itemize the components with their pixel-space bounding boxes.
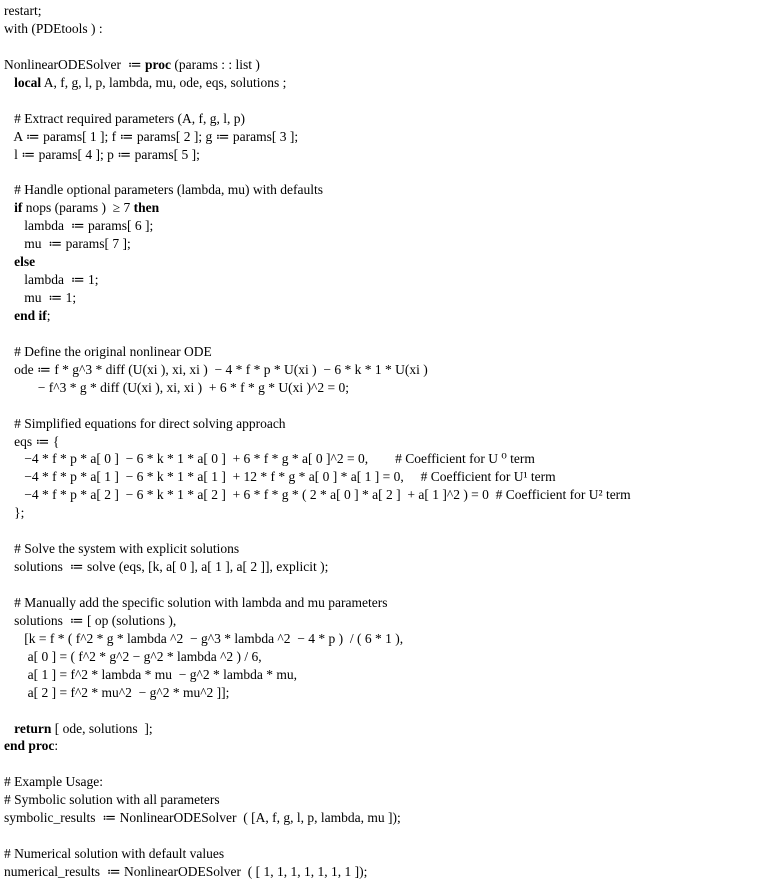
code-line (4, 773, 764, 791)
code-text (4, 308, 14, 323)
blank-line (4, 38, 764, 56)
code-line (4, 128, 764, 146)
code-text: # Handle optional parameters (lambda, mu) with defaults (4, 182, 324, 198)
code-text: a[ 2 ] = f^2 * mu^2 − g^2 * mu^2 ]]; (4, 684, 230, 700)
code-text: solutions ≔ solve (eqs, [k, a[ 0 ], a[ 1 ], a[ 2 ]], explicit ); (4, 559, 329, 575)
code-text: # Manually add the specific solution with lambda and mu parameters (4, 594, 388, 610)
code-keyword: else (14, 254, 36, 270)
code-text: −4 * f * p * a[ 0 ] − 6 * k * 1 * a[ 0 ] + 6 * f * g * a[ 0 ]^2 = 0, # Coefficient for U ⁰ term (4, 451, 535, 467)
code-text: numerical_results ≔ NonlinearODESolver ( [ 1, 1, 1, 1, 1, 1, 1 ]); (4, 864, 368, 879)
code-keyword: return (14, 720, 52, 736)
code-line (4, 648, 764, 666)
blank-line (4, 325, 764, 343)
code-line (4, 361, 764, 379)
code-keyword: then (133, 200, 160, 216)
code-text: # Simplified equations for direct solving approach (4, 415, 286, 431)
code-line (4, 253, 764, 271)
blank-line (4, 755, 764, 773)
code-line (4, 720, 764, 738)
code-text: solutions ≔ [ op (solutions ), (4, 612, 177, 628)
blank-line (4, 522, 764, 540)
code-line (4, 863, 764, 881)
code-keyword: local (14, 74, 42, 90)
code-keyword: end proc (4, 738, 55, 754)
code-line (4, 217, 764, 235)
code-text: # Example Usage: (4, 774, 103, 790)
code-line (4, 235, 764, 253)
code-line (4, 612, 764, 630)
code-line (4, 558, 764, 576)
blank-line (4, 827, 764, 845)
code-text: : (54, 738, 59, 754)
code-line (4, 684, 764, 702)
code-text: a[ 1 ] = f^2 * lambda * mu − g^2 * lambda * mu, (4, 666, 297, 682)
code-keyword: if (14, 200, 23, 216)
code-line (4, 56, 764, 74)
maple-code-worksheet (4, 2, 764, 881)
code-line (4, 271, 764, 289)
code-text: ode ≔ f * g^3 * diff (U(xi ), xi, xi ) − 4 * f * p * U(xi ) − 6 * k * 1 * U(xi ) (4, 361, 428, 377)
code-text: with (PDEtools ) : (4, 20, 103, 36)
code-line (4, 289, 764, 307)
code-line (4, 433, 764, 451)
code-line (4, 594, 764, 612)
code-keyword: end if (14, 307, 47, 323)
code-text: [k = f * ( f^2 * g * lambda ^2 − g^3 * lambda ^2 − 4 * p ) / ( 6 * 1 ), (4, 630, 404, 646)
code-text: NonlinearODESolver ≔ (4, 56, 146, 72)
code-line (4, 791, 764, 809)
code-text: # Symbolic solution with all parameters (4, 792, 220, 808)
code-text: # Solve the system with explicit solutions (4, 541, 240, 557)
code-text (4, 75, 14, 90)
code-text: A ≔ params[ 1 ]; f ≔ params[ 2 ]; g ≔ params[ 3 ]; (4, 128, 299, 144)
code-line (4, 74, 764, 92)
code-text: symbolic_results ≔ NonlinearODESolver ( [A, f, g, l, p, lambda, mu ]); (4, 810, 401, 826)
code-line (4, 199, 764, 217)
blank-line (4, 397, 764, 415)
code-line (4, 845, 764, 863)
code-text: [ ode, solutions ]; (51, 720, 153, 736)
code-line (4, 415, 764, 433)
code-text: − f^3 * g * diff (U(xi ), xi, xi ) + 6 * f * g * U(xi )^2 = 0; (4, 379, 349, 395)
code-line (4, 504, 764, 522)
code-text: mu ≔ params[ 7 ]; (4, 236, 131, 252)
code-line (4, 307, 764, 325)
code-text: −4 * f * p * a[ 2 ] − 6 * k * 1 * a[ 2 ] + 6 * f * g * ( 2 * a[ 0 ] * a[ 2 ] + a[ 1 ]^2 ) = 0 # Coefficient for U² term (4, 487, 631, 503)
code-text: a[ 0 ] = ( f^2 * g^2 − g^2 * lambda ^2 ) / 6, (4, 648, 262, 664)
code-text: lambda ≔ 1; (4, 272, 99, 288)
code-text: # Numerical solution with default values (4, 846, 225, 862)
code-text: (params : : list ) (171, 56, 260, 72)
code-line (4, 110, 764, 128)
code-line (4, 540, 764, 558)
code-line (4, 343, 764, 361)
code-line (4, 666, 764, 684)
code-keyword: proc (145, 56, 172, 72)
code-text: # Define the original nonlinear ODE (4, 343, 212, 359)
blank-line (4, 92, 764, 110)
code-text (4, 200, 14, 215)
code-text: eqs ≔ { (4, 433, 60, 449)
code-line (4, 468, 764, 486)
code-text: ; (46, 307, 51, 323)
code-text: A, f, g, l, p, lambda, mu, ode, eqs, solutions ; (41, 74, 287, 90)
blank-line (4, 576, 764, 594)
code-text (4, 721, 14, 736)
code-text: restart; (4, 3, 42, 18)
code-text: # Extract required parameters (A, f, g, l, p) (4, 110, 246, 126)
code-text (4, 254, 14, 269)
code-line (4, 146, 764, 164)
code-text: lambda ≔ params[ 6 ]; (4, 218, 154, 234)
blank-line (4, 702, 764, 720)
code-line (4, 630, 764, 648)
code-line (4, 2, 764, 20)
code-line (4, 379, 764, 397)
code-line (4, 486, 764, 504)
code-line (4, 809, 764, 827)
code-line (4, 20, 764, 38)
blank-line (4, 163, 764, 181)
code-text: mu ≔ 1; (4, 290, 77, 305)
code-text: nops (params ) ≥ 7 (22, 200, 134, 216)
code-line (4, 737, 764, 755)
code-line (4, 450, 764, 468)
code-text: l ≔ params[ 4 ]; p ≔ params[ 5 ]; (4, 146, 200, 162)
code-text: −4 * f * p * a[ 1 ] − 6 * k * 1 * a[ 1 ] + 12 * f * g * a[ 0 ] * a[ 1 ] = 0, # Coefficient for U¹ term (4, 469, 556, 485)
code-text: }; (4, 505, 25, 521)
code-line (4, 181, 764, 199)
